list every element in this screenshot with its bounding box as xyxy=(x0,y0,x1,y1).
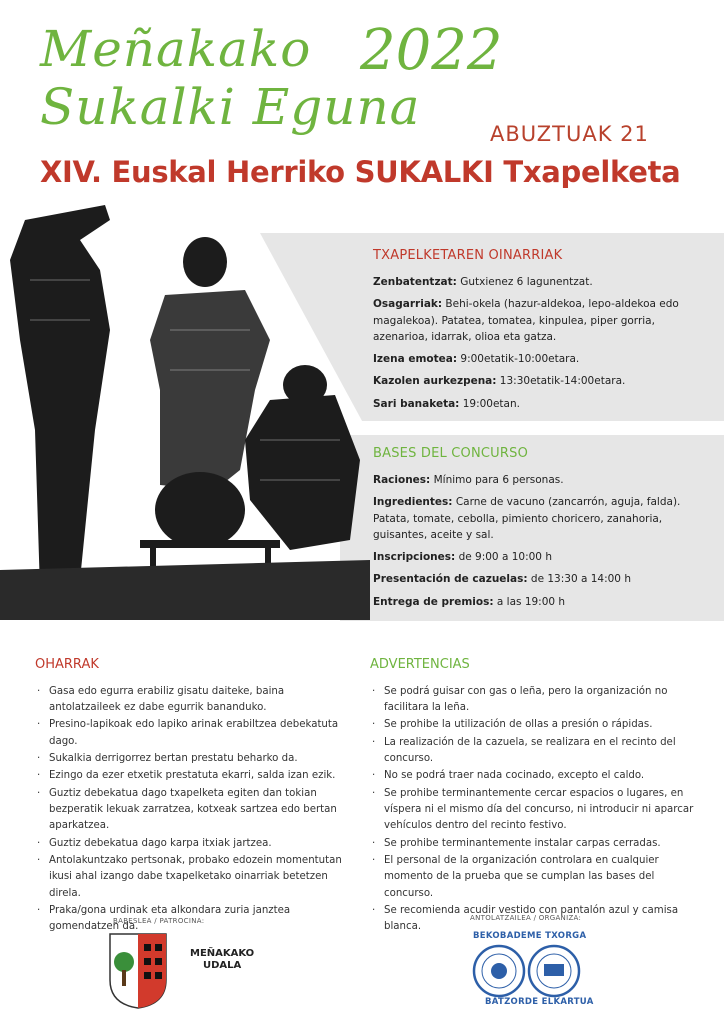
rules-es-heading: BASES DEL CONCURSO xyxy=(373,446,529,461)
cooking-illustration xyxy=(0,200,370,620)
notes-es-item: · La realización de la cazuela, se realizara en el recinto del concurso. xyxy=(370,735,695,768)
rules-es xyxy=(373,444,708,616)
notes-eu-item: · Sukalkia derrigorrez bertan prestatu beharko da. xyxy=(35,751,350,767)
notes-eu-item: · Guztiz debekatua dago karpa itxiak jartzea. xyxy=(35,836,350,852)
notes-es-item: · No se podrá traer nada cocinado, excepto el caldo. xyxy=(370,768,695,784)
headline: XIV. Euskal Herriko SUKALKI Txapelketa xyxy=(40,155,681,189)
organizer-label: ANTOLATZAILEA / ORGANIZA: xyxy=(470,914,582,922)
dancer-figure xyxy=(10,205,110,590)
title-menakako: Meñakako xyxy=(40,20,312,78)
woman-head xyxy=(183,237,227,287)
notes-es-item: · Se recomienda acudir vestido con pantalón azul y camisa blanca. xyxy=(370,903,695,936)
rules-es-item: Inscripciones: de 9:00 a 10:00 h xyxy=(373,551,552,564)
man-body xyxy=(245,395,360,550)
rules-eu-item: Zenbatentzat: Gutxienez 6 lagunentzat. xyxy=(373,276,593,289)
notes-es xyxy=(370,655,695,936)
rules-es-item: Ingredientes: Carne de vacuno (zancarrón, aguja, falda). Patata, tomate, cebolla, pimiento choricero, zanahoria, guisantes, aceite y sal. xyxy=(373,496,681,541)
council-shield-icon xyxy=(108,932,168,1010)
notes-es-heading: ADVERTENCIAS xyxy=(370,657,470,672)
rules-eu-item: Sari banaketa: 19:00etan. xyxy=(373,397,520,410)
event-date: ABUZTUAK 21 xyxy=(490,122,649,146)
notes-eu-item: · Antolakuntzako pertsonak, probako edozein momentutan ikusi ahal izango dabe txapelketako oinarriak betetzen direla. xyxy=(35,853,350,902)
rules-eu-item: Kazolen aurkezpena: 13:30etatik-14:00etara. xyxy=(373,375,626,388)
rules-es-item: Raciones: Mínimo para 6 personas. xyxy=(373,474,564,487)
rules-eu-item: Izena emotea: 9:00etatik-10:00etara. xyxy=(373,353,580,366)
notes-es-item: · Se prohibe la utilización de ollas a presión o rápidas. xyxy=(370,717,695,733)
notes-es-item: · El personal de la organización controlara en cualquier momento de la prueba que se cumplan las bases del concurso. xyxy=(370,853,695,902)
title-sukalki-eguna: Sukalki Eguna xyxy=(40,78,421,136)
notes-es-item: · Se prohibe terminantemente instalar carpas cerradas. xyxy=(370,836,695,852)
notes-eu-item: · Gasa edo egurra erabiliz gisatu daiteke, baina antolatzaileek ez dabe egurrik bananduko. xyxy=(35,684,350,717)
rules-eu xyxy=(373,246,708,418)
notes-eu-item: · Presino-lapikoak edo lapiko arinak erabiltzea debekatuta dago. xyxy=(35,717,350,750)
rules-eu-item: Osagarriak: Behi-okela (hazur-aldekoa, lepo-aldekoa edo magalekoa). Patatea, tomatea, kinpulea, piper gorria, azenarioa, idarrak, olioa eta gatza. xyxy=(373,298,679,343)
organizer-name-bottom: BATZORDE ELKARTUA xyxy=(485,997,594,1007)
notes-es-item: · Se prohibe terminantemente cercar espacios o lugares, en víspera ni el mismo día del concurso, ni introducir ni aparcar vehículos dentro del recinto festivo. xyxy=(370,786,695,835)
council-name: MEÑAKAKO UDALA xyxy=(190,948,255,971)
organizer-name-top: BEKOBADEME TXORGA xyxy=(473,931,587,941)
title-year: 2022 xyxy=(360,18,503,83)
notes-es-item: · Se podrá guisar con gas o leña, pero la organización no facilitara la leña. xyxy=(370,684,695,717)
notes-eu-heading: OHARRAK xyxy=(35,657,99,672)
notes-eu xyxy=(35,655,350,936)
pot-stand xyxy=(140,540,280,548)
notes-eu-item: · Praka/gona urdinak eta alkondara zuria janztea gomendatzen da. xyxy=(35,903,350,936)
rules-es-item: Entrega de premios: a las 19:00 h xyxy=(373,595,566,608)
cooking-pot xyxy=(155,472,245,548)
notes-eu-item: · Guztiz debekatua dago txapelketa egiten dan tokian bezperatik lekuak zarratzea, kotxeak sartzea edo bertan aparkatzea. xyxy=(35,786,350,835)
notes-eu-item: · Ezingo da ezer etxetik prestatuta ekarri, salda izan ezik. xyxy=(35,768,350,784)
ground xyxy=(0,560,370,620)
rules-eu-heading: TXAPELKETAREN OINARRIAK xyxy=(373,248,563,263)
patron-label: BABESLEA / PATROCINA: xyxy=(113,917,205,925)
rules-es-item: Presentación de cazuelas: de 13:30 a 14:00 h xyxy=(373,573,631,586)
organizer-seals-icon xyxy=(472,942,582,1000)
